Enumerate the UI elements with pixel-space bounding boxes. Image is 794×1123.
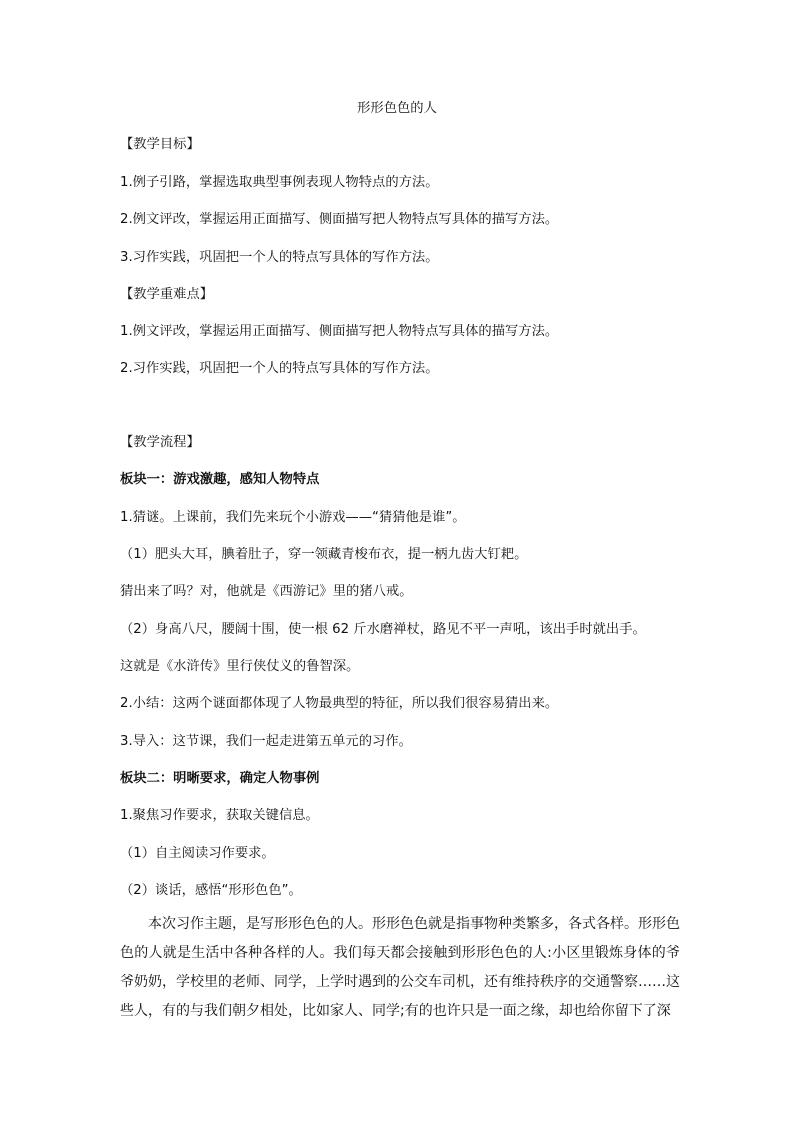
block1-line-7: 3.导入：这节课，我们一起走进第五单元的习作。 — [120, 734, 412, 749]
block1-line-2: （1）肥头大耳，腆着肚子，穿一领藏青梭布衣，提一柄九齿大钉耙。 — [120, 547, 528, 562]
key-point-item-1: 1.例文评改，掌握运用正面描写、侧面描写把人物特点写具体的描写方法。 — [120, 324, 559, 339]
document-title: 形形色色的人 — [357, 101, 437, 116]
block2-heading: 板块二：明晰要求，确定人物事例 — [120, 771, 320, 786]
block2-line-1: 1.聚焦习作要求，获取关键信息。 — [120, 808, 319, 823]
objective-item-2: 2.例文评改，掌握运用正面描写、侧面描写把人物特点写具体的描写方法。 — [120, 212, 559, 227]
block2-line-2: （1）自主阅读习作要求。 — [120, 846, 275, 861]
block2-paragraph: 本次习作主题，是写形形色色的人。形形色色就是指事物种类繁多，各式各样。形形色色的人就是生活中各种各样的人。我们每天都会接触到形形色色的人:小区里锻炼身体的爷爷奶奶，学校里的老师、同学，上学时遇到的公交车司机，还有维持秩序的交通警察……这些人，有的与我们朝夕相处，比如家人、同学;有的也许只是一面之缘，却也给你留下了深 — [120, 916, 680, 1019]
block1-line-1: 1.猜谜。上课前，我们先来玩个小游戏——“猜猜他是谁”。 — [120, 510, 466, 525]
objective-item-3: 3.习作实践，巩固把一个人的特点写具体的写作方法。 — [120, 250, 439, 265]
block1-heading: 板块一：游戏激趣，感知人物特点 — [120, 472, 320, 487]
block1-line-3: 猜出来了吗？对，他就是《西游记》里的猪八戒。 — [120, 584, 413, 599]
objective-item-1: 1.例子引路，掌握选取典型事例表现人物特点的方法。 — [120, 175, 439, 190]
key-point-item-2: 2.习作实践，巩固把一个人的特点写具体的写作方法。 — [120, 361, 439, 376]
block1-line-5: 这就是《水浒传》里行侠仗义的鲁智深。 — [120, 659, 360, 674]
block1-line-6: 2.小结：这两个谜面都体现了人物最典型的特征，所以我们很容易猜出来。 — [120, 696, 559, 711]
process-heading: 【教学流程】 — [120, 435, 200, 450]
key-points-heading: 【教学重难点】 — [120, 287, 214, 302]
block1-line-4: （2）身高八尺，腰阔十围，使一根 62 斤水磨禅杖，路见不平一声吼，该出手时就出手。 — [120, 622, 646, 637]
objectives-heading: 【教学目标】 — [120, 137, 200, 152]
block2-line-3: （2）谈话，感悟“形形色色”。 — [120, 883, 302, 898]
